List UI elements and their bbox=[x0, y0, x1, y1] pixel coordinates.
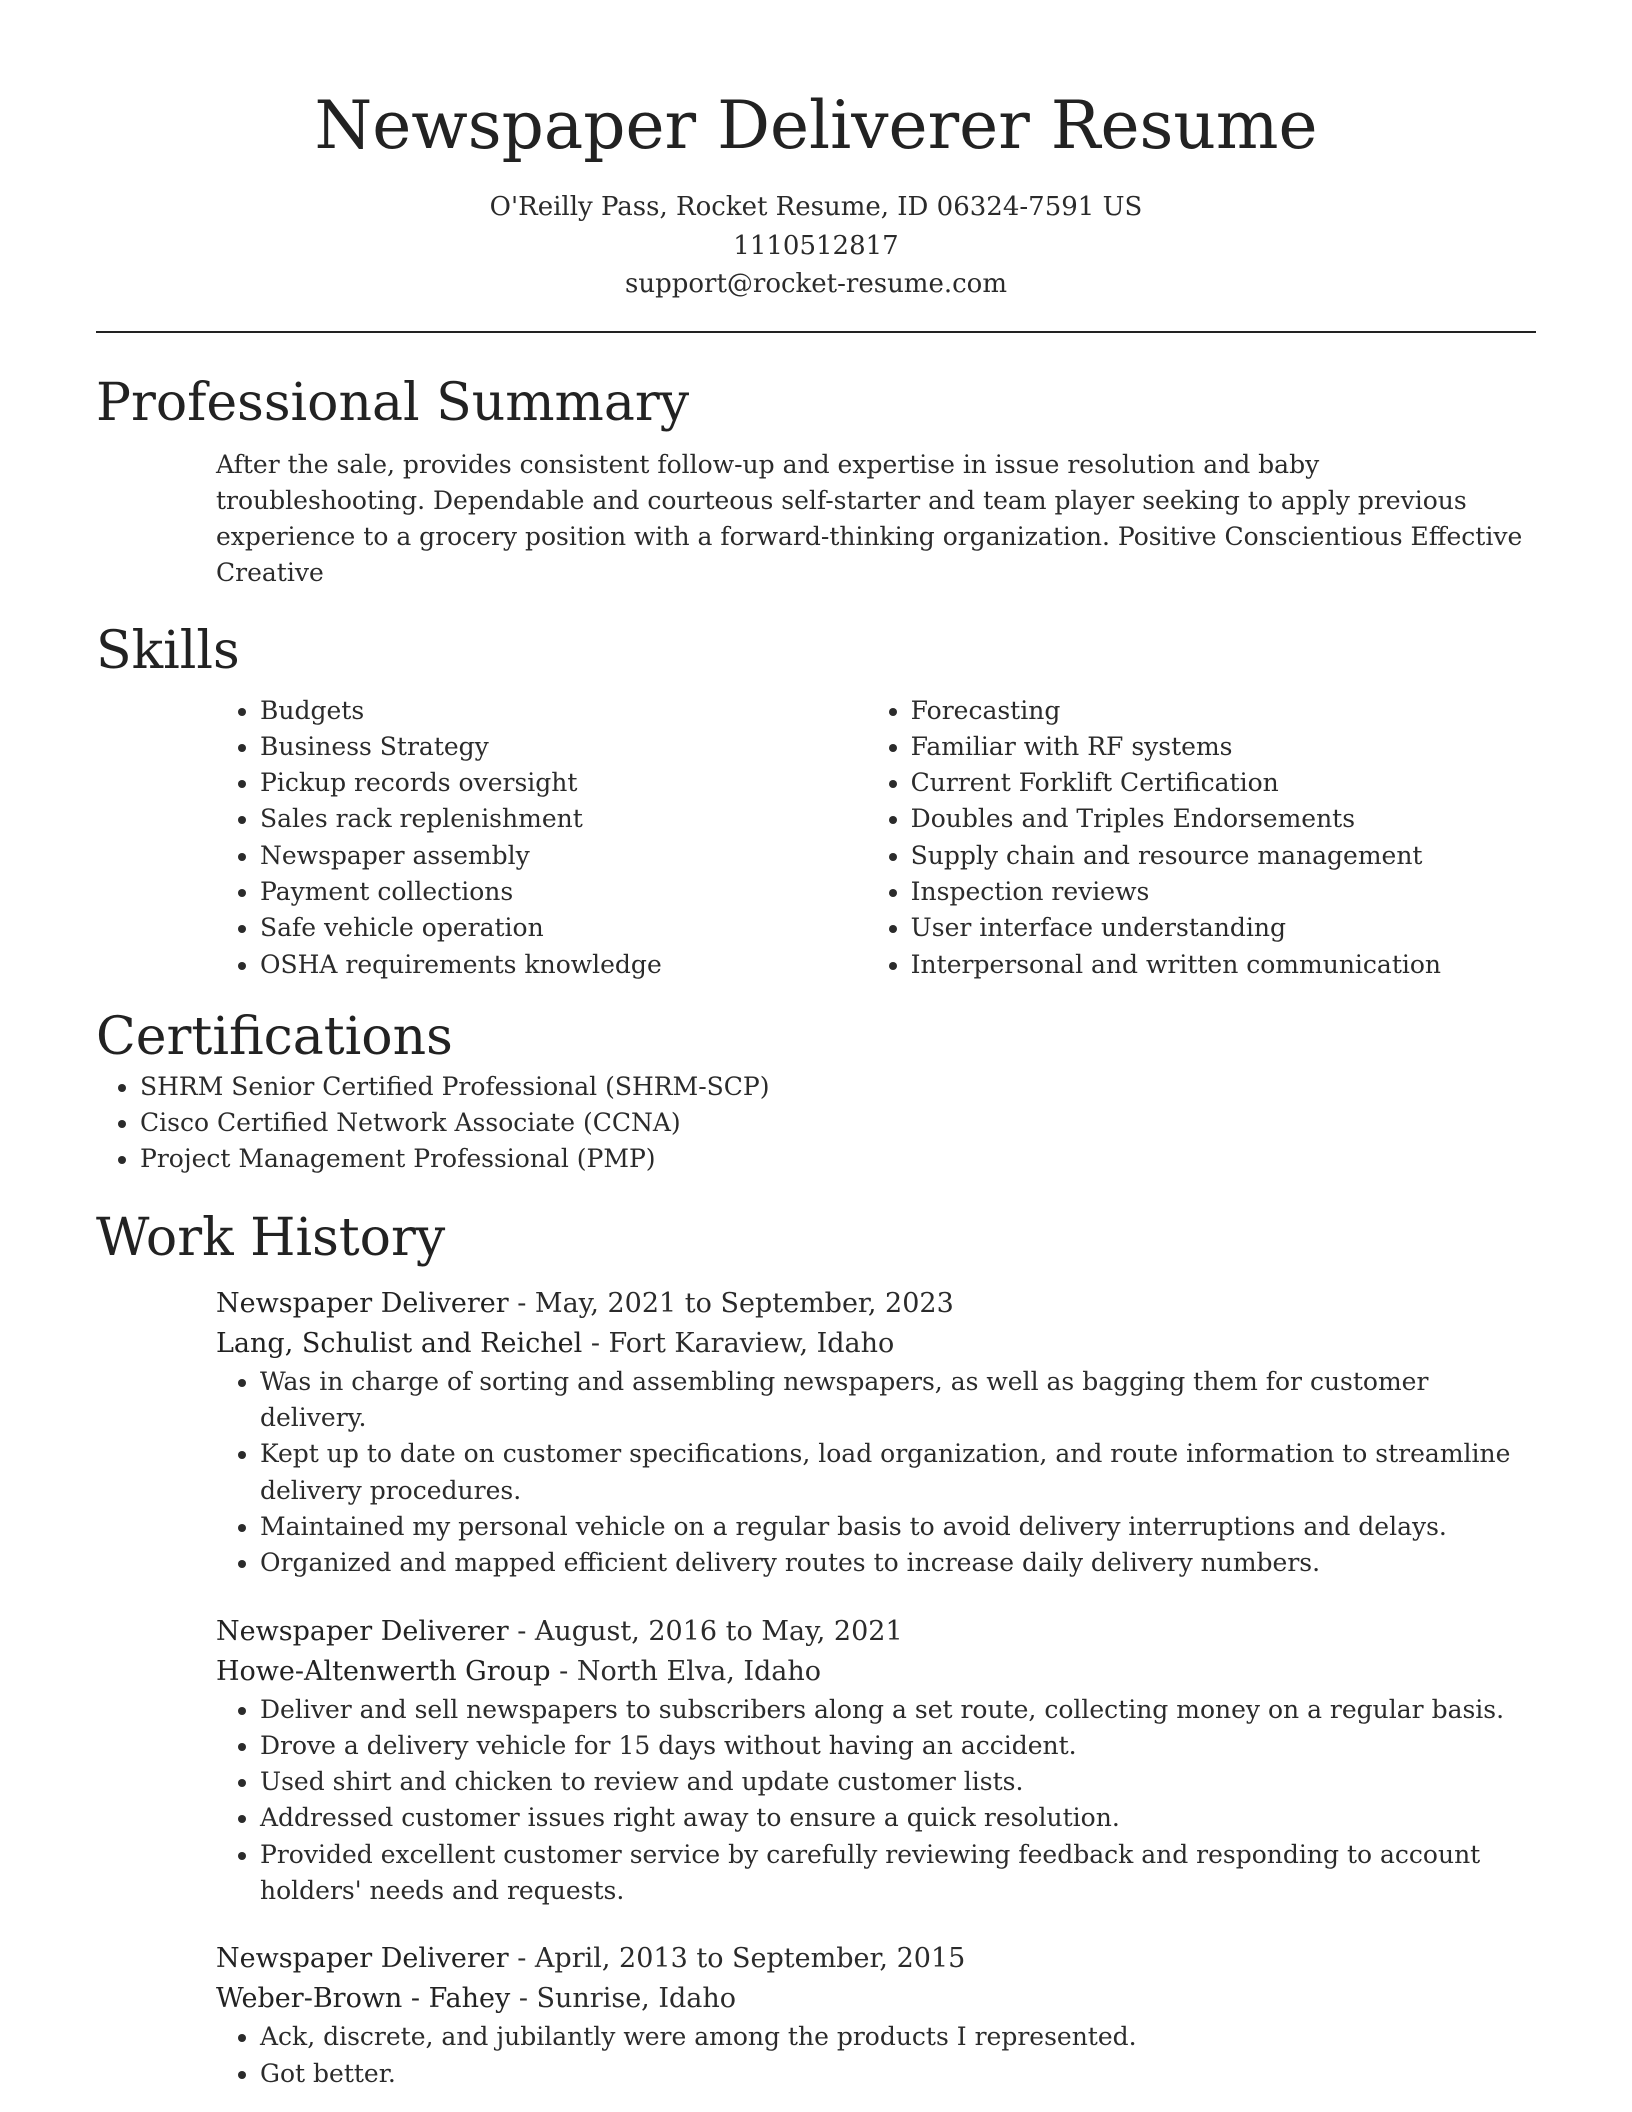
job-company-line bbox=[216, 1979, 1536, 2019]
separator: - bbox=[508, 1287, 535, 1319]
skills-columns bbox=[216, 693, 1536, 983]
work-history-heading: Work History bbox=[96, 1207, 446, 1268]
job-duty: • Addressed customer issues right away to ensure a quick resolution. bbox=[260, 1800, 1536, 1836]
job-duty: • Kept up to date on customer specifications, load organization, and route information to streamline delivery procedures. bbox=[260, 1436, 1536, 1509]
job-duty: • Ack, discrete, and jubilantly were among the products I represented. bbox=[260, 2019, 1536, 2055]
job-duty: • Organized and mapped efficient delivery routes to increase daily delivery numbers. bbox=[260, 1545, 1536, 1581]
certifications-list bbox=[96, 1069, 1536, 1178]
job-duty: • Got better. bbox=[260, 2056, 1536, 2092]
certification-item: • Cisco Certified Network Associate (CCNA) bbox=[140, 1105, 1536, 1141]
skill-item: • Forecasting bbox=[911, 693, 1536, 729]
skill-item: • OSHA requirements knowledge bbox=[260, 947, 867, 983]
job-company: Weber-Brown - Fahey bbox=[216, 1983, 511, 2015]
summary-heading: Professional Summary bbox=[96, 372, 690, 433]
job-title-line bbox=[216, 1284, 1536, 1324]
skill-item: • Pickup records oversight bbox=[260, 765, 867, 801]
skills-list-right bbox=[867, 693, 1536, 983]
contact-address: O'Reilly Pass, Rocket Resume, ID 06324-7591 US bbox=[489, 192, 1143, 222]
contact-block bbox=[96, 188, 1536, 304]
job-location: Sunrise, Idaho bbox=[536, 1983, 737, 2015]
resume-page bbox=[96, 0, 1536, 2092]
separator: - bbox=[508, 1615, 535, 1647]
separator: - bbox=[550, 1655, 577, 1687]
skill-item: • Business Strategy bbox=[260, 729, 867, 765]
job-company-line bbox=[216, 1652, 1536, 1692]
job-title: Newspaper Deliverer bbox=[216, 1287, 509, 1319]
skill-item: • Payment collections bbox=[260, 874, 867, 910]
separator: - bbox=[508, 1943, 535, 1975]
certification-item: • Project Management Professional (PMP) bbox=[140, 1141, 1536, 1177]
skill-item: • Newspaper assembly bbox=[260, 838, 867, 874]
skill-item: • Doubles and Triples Endorsements bbox=[911, 801, 1536, 837]
separator: - bbox=[510, 1983, 537, 2015]
job-duties-list bbox=[216, 1692, 1536, 1910]
job-dates: August, 2016 to May, 2021 bbox=[534, 1615, 903, 1647]
job-duty: • Deliver and sell newspapers to subscribers along a set route, collecting money on a regular basis. bbox=[260, 1692, 1536, 1728]
job-entry bbox=[216, 1612, 1536, 1910]
contact-phone: 1110512817 bbox=[733, 230, 899, 261]
skills-list-left bbox=[216, 693, 867, 983]
job-duty: • Used shirt and chicken to review and update customer lists. bbox=[260, 1764, 1536, 1800]
job-entry bbox=[216, 1284, 1536, 1582]
job-company: Lang, Schulist and Reichel bbox=[216, 1327, 583, 1359]
job-duties-list bbox=[216, 2019, 1536, 2092]
job-title: Newspaper Deliverer bbox=[216, 1943, 509, 1975]
summary-text: After the sale, provides consistent follow-up and expertise in issue resolution and baby troubleshooting. Dependable and courteous self-starter and team player seeking to apply previous experience to a grocery position with a forward-thinking organization. Positive Conscientious Effective Creative bbox=[216, 449, 1523, 587]
job-entry bbox=[216, 1939, 1536, 2092]
separator: - bbox=[582, 1327, 609, 1359]
job-title-line bbox=[216, 1939, 1536, 1979]
job-duty: • Was in charge of sorting and assembling newspapers, as well as bagging them for customer delivery. bbox=[260, 1364, 1536, 1437]
skill-item: • Inspection reviews bbox=[911, 874, 1536, 910]
certification-item: • SHRM Senior Certified Professional (SHRM-SCP) bbox=[140, 1069, 1536, 1105]
skill-item: • User interface understanding bbox=[911, 910, 1536, 946]
certifications-heading: Certifications bbox=[96, 1006, 453, 1067]
job-duty: • Maintained my personal vehicle on a regular basis to avoid delivery interruptions and delays. bbox=[260, 1509, 1536, 1545]
job-company-line bbox=[216, 1324, 1536, 1364]
job-company: Howe-Altenwerth Group bbox=[216, 1655, 551, 1687]
job-location: Fort Karaview, Idaho bbox=[608, 1327, 895, 1359]
job-title-line bbox=[216, 1612, 1536, 1652]
job-dates: May, 2021 to September, 2023 bbox=[534, 1287, 954, 1319]
contact-email: support@rocket-resume.com bbox=[624, 269, 1007, 299]
skill-item: • Sales rack replenishment bbox=[260, 801, 867, 837]
skill-item: • Familiar with RF systems bbox=[911, 729, 1536, 765]
skill-item: • Supply chain and resource management bbox=[911, 838, 1536, 874]
skill-item: • Current Forklift Certification bbox=[911, 765, 1536, 801]
resume-title: Newspaper Deliverer Resume bbox=[314, 87, 1318, 164]
job-duty: • Drove a delivery vehicle for 15 days without having an accident. bbox=[260, 1728, 1536, 1764]
job-dates: April, 2013 to September, 2015 bbox=[534, 1943, 966, 1975]
job-title: Newspaper Deliverer bbox=[216, 1615, 509, 1647]
job-location: North Elva, Idaho bbox=[576, 1655, 822, 1687]
skill-item: • Budgets bbox=[260, 693, 867, 729]
job-duty: • Provided excellent customer service by carefully reviewing feedback and responding to account holders' needs and requests. bbox=[260, 1837, 1536, 1910]
skills-heading: Skills bbox=[96, 620, 240, 681]
job-duties-list bbox=[216, 1364, 1536, 1582]
header-divider bbox=[96, 331, 1536, 333]
skill-item: • Safe vehicle operation bbox=[260, 910, 867, 946]
skill-item: • Interpersonal and written communication bbox=[911, 947, 1536, 983]
